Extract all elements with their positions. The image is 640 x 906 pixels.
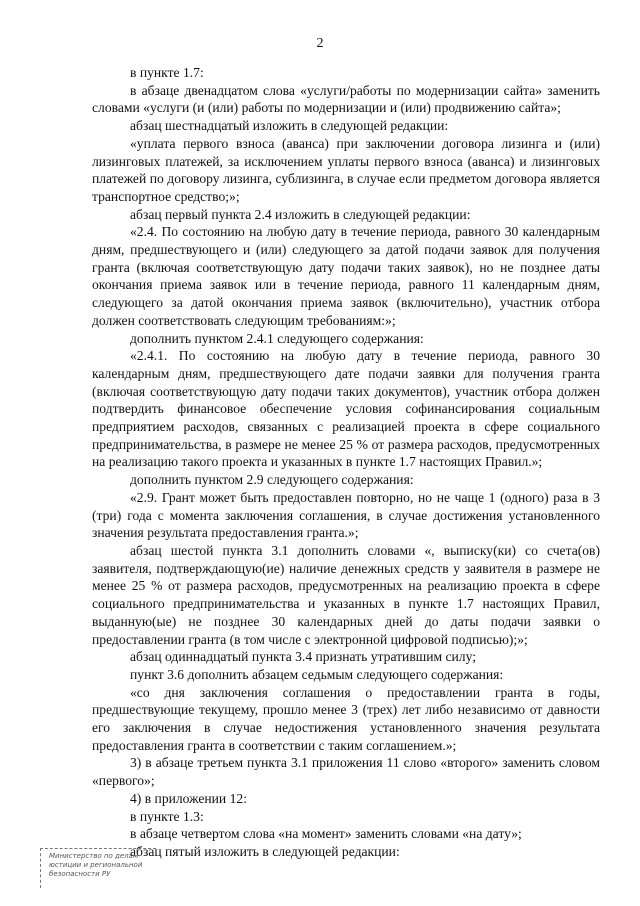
paragraph: дополнить пунктом 2.4.1 следующего содержания:: [130, 330, 424, 346]
paragraph: дополнить пунктом 2.9 следующего содержания:: [130, 472, 414, 488]
paragraph: абзац первый пункта 2.4 изложить в следующей редакции:: [130, 206, 471, 222]
paragraph: 3) в абзаце третьем пункта 3.1 приложения 11 слово «второго» заменить словом «первого»;: [92, 755, 600, 789]
registration-stamp: [40, 848, 156, 888]
paragraph: пункт 3.6 дополнить абзацем седьмым следующего содержания:: [130, 666, 504, 682]
paragraph: абзац одиннадцатый пункта 3.4 признать утратившим силу;: [130, 649, 476, 665]
paragraph: «2.4.1. По состоянию на любую дату в течение периода, равного 30 календарным дням, предшествующего дате подачи заявки для получения гранта (включая соответствующую дату подачи таких документов), участник отбора должен подтвердить финансовое обеспечение условия софинансирования социальным предприятием расходов, связанных с реализацией проекта в сфере социального предпринимательства, в размере не менее 25 % от размера расходов, предусмотренных на реализацию такого проекта и указанных в пункте 1.7 настоящих Правил.»;: [92, 348, 600, 470]
paragraph: «уплата первого взноса (аванса) при заключении договора лизинга и (или) лизинговых платежей, за исключением уплаты первого взноса (аванса) и лизинговых платежей по договору лизинга, сублизинга, в случае если предметом договора является транспортное средство;»;: [92, 135, 600, 204]
document-body: [92, 64, 600, 861]
paragraph: 4) в приложении 12:: [130, 790, 247, 806]
paragraph: в абзаце двенадцатом слова «услуги/работы по модернизации сайта» заменить словами «услуги (и (или) работы по модернизации и (или) продвижению сайта»;: [92, 82, 600, 116]
stamp-line: безопасности РУ: [49, 870, 111, 878]
page-number: 2: [316, 36, 324, 51]
paragraph: «со дня заключения соглашения о предоставлении гранта в годы, предшествующие текущему, прошло менее 3 (трех) лет либо независимо от давности его заключения в случае недостижения установленного значения результата предоставления гранта в соответствии с таким соглашением.»;: [92, 684, 600, 753]
paragraph: в пункте 1.7:: [130, 65, 204, 80]
paragraph: абзац шестнадцатый изложить в следующей редакции:: [130, 118, 449, 134]
paragraph: в пункте 1.3:: [130, 808, 204, 824]
paragraph: в абзаце четвертом слова «на момент» заменить словами «на дату»;: [130, 826, 522, 842]
stamp-line: Министерство по делам: [49, 852, 139, 860]
paragraph: «2.9. Грант может быть предоставлен повторно, но не чаще 1 (одного) раза в 3 (три) года с момента заключения соглашения, в случае достижения установленного значения результата предоставления гранта.»;: [92, 489, 600, 541]
stamp-line: юстиции и региональной: [49, 861, 143, 869]
paragraph: «2.4. По состоянию на любую дату в течение периода, равного 30 календарным дням, предшествующего и (или) следующего за датой подачи заявок для получения гранта (включая соответствующую дату подачи таких заявок), но не позднее даты окончания приема заявок или в течение периода, равного 11 календарным дням, следующего за датой окончания приема заявок (включительно), участник отбора должен соответствовать следующим требованиям:»;: [92, 224, 600, 328]
paragraph: абзац шестой пункта 3.1 дополнить словами «, выписку(ки) со счета(ов) заявителя, подтверждающую(ие) наличие денежных средств у заявителя в размере не менее 25 % от размера расходов, предусмотренных на реализацию проекта в сфере социального предпринимательства и указанных в пункте 1.7 настоящих Правил, выданную(ые) не позднее 30 календарных дней до даты подачи заявки о предоставлении гранта (в том числе с электронной цифровой подписью);»;: [92, 542, 600, 647]
paragraph: абзац пятый изложить в следующей редакции:: [130, 843, 400, 859]
